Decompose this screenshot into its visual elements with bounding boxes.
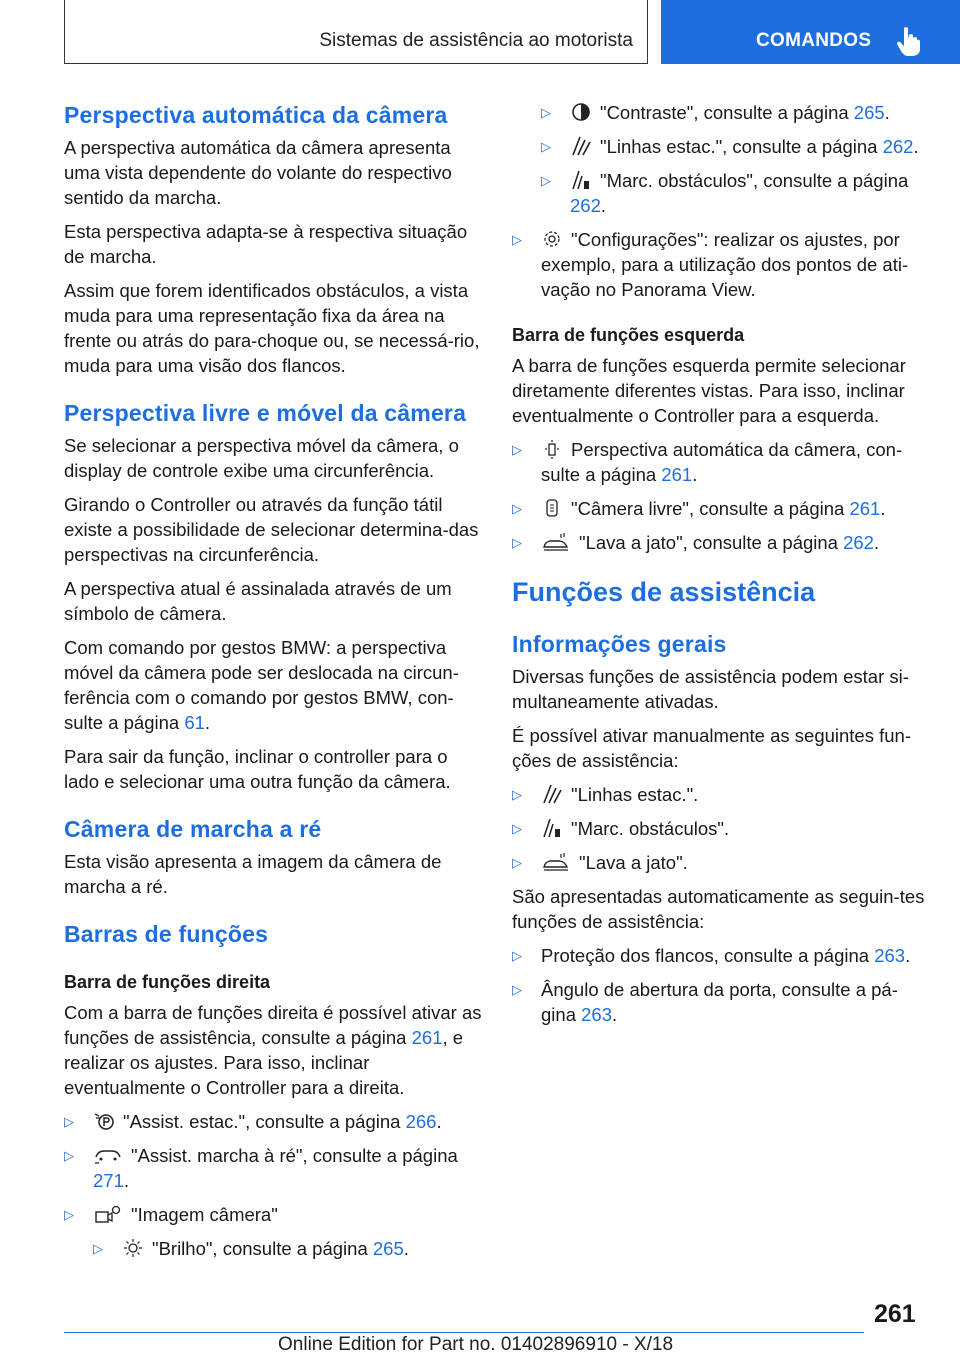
paragraph: Para sair da função, inclinar o controller para o lado e selecionar uma outra função da câmera.: [64, 746, 451, 792]
paragraph: A perspectiva automática da câmera apresenta uma vista dependente do volante do respectivo sentido da marcha.: [64, 137, 452, 208]
page-link[interactable]: 261: [411, 1027, 443, 1048]
page-link[interactable]: 263: [874, 945, 906, 966]
footer-divider: [64, 1332, 864, 1333]
paragraph: São apresentadas automaticamente as seguin-tes funções de assistência:: [512, 886, 925, 932]
paragraph: A barra de funções esquerda permite selecionar diretamente diferentes vistas. Para isso, inclinar eventualmente o Controller para a esquerda.: [512, 355, 906, 426]
page-link[interactable]: 61: [184, 712, 205, 733]
bullet-triangle-icon: ▷: [64, 1207, 74, 1222]
page-link[interactable]: 266: [405, 1111, 437, 1132]
bullet-triangle-icon: ▷: [93, 1241, 103, 1256]
list-item: ▷ Ângulo de abertura da porta, consulte a pá-gina 263.: [512, 979, 898, 1025]
edition-note: Online Edition for Part no. 01402896910 - X/18: [278, 1334, 674, 1355]
section-heading: Informações gerais: [512, 631, 727, 657]
list-item: ▷ Proteção dos flancos, consulte a página 263.: [512, 945, 911, 966]
paragraph: Girando o Controller ou através da função tátil existe a possibilidade de selecionar determina-das perspectivas na circunferência.: [64, 494, 479, 565]
bullet-triangle-icon: ▷: [541, 173, 551, 188]
paragraph: Diversas funções de assistência podem estar si-multaneamente ativadas.: [512, 666, 909, 712]
bullet-triangle-icon: ▷: [541, 139, 551, 154]
subheading: Barra de funções direita: [64, 972, 271, 992]
gear-icon: [541, 229, 563, 249]
parking-lines-icon: [541, 784, 563, 804]
bullet-triangle-icon: ▷: [512, 982, 522, 997]
page-link[interactable]: 262: [843, 532, 874, 553]
page-link[interactable]: 265: [853, 102, 885, 123]
brightness-icon: [122, 1238, 144, 1258]
page-link[interactable]: 263: [581, 1004, 612, 1025]
list-item: ▷ "Imagem câmera": [64, 1204, 278, 1225]
car-wash-icon: [541, 852, 571, 872]
list-item: ▷ Perspectiva automática da câmera, con-sulte a página 261.: [512, 439, 903, 485]
parking-assistant-icon: [93, 1111, 115, 1131]
list-item: ▷ "Lava a jato".: [512, 852, 688, 873]
bullet-triangle-icon: ▷: [541, 105, 551, 120]
hand-pointer-icon: [895, 26, 923, 56]
contrast-icon: [570, 102, 592, 122]
page-link[interactable]: 261: [849, 498, 881, 519]
paragraph: Com comando por gestos BMW: a perspectiva móvel da câmera pode ser deslocada na circun-ferência com o comando por gestos BMW, con-sulte a página 61.: [64, 637, 459, 733]
reversing-assistant-icon: [93, 1145, 123, 1165]
car-wash-icon: [541, 532, 571, 552]
section-heading: Perspectiva automática da câmera: [64, 102, 448, 128]
running-header: [64, 0, 648, 64]
section-heading: Câmera de marcha a ré: [64, 816, 322, 842]
paragraph: Assim que forem identificados obstáculos, a vista muda para uma representação fixa da área na frente ou atrás do para-choque ou, se necessá-rio, muda para uma visão dos flancos.: [64, 280, 480, 376]
paragraph: Esta perspectiva adapta-se à respectiva situação de marcha.: [64, 221, 468, 267]
paragraph: Se selecionar a perspectiva móvel da câmera, o display de controle exibe uma circunferência.: [64, 435, 459, 481]
bullet-triangle-icon: ▷: [512, 821, 522, 836]
bullet-triangle-icon: ▷: [512, 855, 522, 870]
page-number: 261: [874, 1300, 916, 1328]
bullet-triangle-icon: ▷: [512, 535, 522, 550]
chapter-heading: Funções de assistência: [512, 577, 816, 607]
list-item: ▷ "Câmera livre", consulte a página 261.: [512, 498, 886, 519]
section-heading: Perspectiva livre e móvel da câmera: [64, 400, 467, 426]
list-item: ▷ "Assist. estac.", consulte a página 266.: [64, 1111, 442, 1132]
right-column: [512, 100, 927, 1027]
bullet-triangle-icon: ▷: [64, 1114, 74, 1129]
obstacle-marking-icon: [541, 818, 563, 838]
bullet-triangle-icon: ▷: [512, 787, 522, 802]
chapter-label: COMANDOS: [756, 30, 872, 51]
list-item: ▷ "Linhas estac.", consulte a página 262.: [541, 136, 919, 157]
list-item: ▷ "Lava a jato", consulte a página 262.: [512, 532, 880, 553]
section-heading: Barras de funções: [64, 921, 269, 947]
list-item: ▷ "Contraste", consulte a página 265.: [541, 102, 890, 123]
subheading: Barra de funções esquerda: [512, 325, 745, 345]
bullet-triangle-icon: ▷: [512, 501, 522, 516]
paragraph: É possível ativar manualmente as seguintes fun-ções de assistência:: [512, 725, 911, 771]
list-item: ▷ "Marc. obstáculos".: [512, 818, 730, 839]
chapter-tab: [661, 0, 960, 64]
paragraph: Com a barra de funções direita é possível ativar as funções de assistência, consulte a página 261, e realizar os ajustes. Para isso, inclinar eventualmente o Controller para a direita.: [64, 1002, 482, 1098]
paragraph: Esta visão apresenta a imagem da câmera de marcha a ré.: [64, 851, 442, 897]
bullet-triangle-icon: ▷: [512, 948, 522, 963]
page-link[interactable]: 265: [372, 1238, 404, 1259]
left-column: [64, 100, 484, 1261]
bullet-triangle-icon: ▷: [512, 232, 522, 247]
auto-camera-icon: [541, 439, 563, 459]
page-link[interactable]: 262: [882, 136, 914, 157]
camera-settings-icon: [93, 1204, 123, 1224]
free-camera-icon: [541, 498, 563, 518]
bullet-triangle-icon: ▷: [512, 442, 522, 457]
list-item: ▷ "Assist. marcha à ré", consulte a página 271.: [64, 1145, 458, 1191]
obstacle-marking-icon: [570, 170, 592, 190]
list-item: ▷ "Marc. obstáculos", consulte a página 262.: [541, 170, 909, 216]
list-item: ▷ "Linhas estac.".: [512, 784, 699, 805]
bullet-triangle-icon: ▷: [64, 1148, 74, 1163]
list-item: ▷ "Brilho", consulte a página 265.: [93, 1238, 409, 1259]
parking-lines-icon: [570, 136, 592, 156]
page-link[interactable]: 262: [570, 195, 601, 216]
page-link[interactable]: 271: [93, 1170, 124, 1191]
section-title: Sistemas de assistência ao motorista: [319, 30, 633, 51]
list-item: ▷ "Configurações": realizar os ajustes, por exemplo, para a utilização dos pontos de ati-vação no Panorama View.: [512, 229, 909, 300]
paragraph: A perspectiva atual é assinalada através de um símbolo de câmera.: [64, 578, 452, 624]
page-link[interactable]: 261: [661, 464, 693, 485]
